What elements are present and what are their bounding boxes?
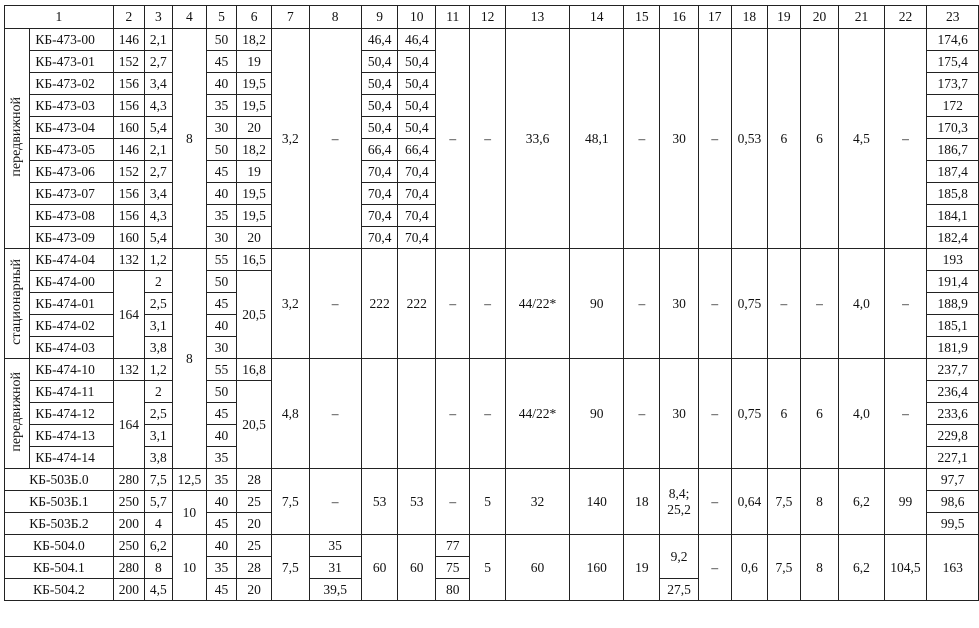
table-cell: 50,4 [361, 51, 398, 73]
table-cell: – [309, 359, 361, 469]
table-cell: 2 [144, 271, 172, 293]
column-header: 20 [800, 6, 839, 29]
model-name: КБ-504.2 [5, 579, 114, 601]
table-cell: 1,2 [144, 249, 172, 271]
table-cell: 18,2 [237, 139, 272, 161]
table-cell: 99 [884, 469, 927, 535]
table-cell: 32 [505, 469, 569, 535]
column-header: 9 [361, 6, 398, 29]
table-cell: 40 [206, 425, 236, 447]
table-cell: 35 [206, 447, 236, 469]
table-cell: 146 [113, 29, 144, 51]
group-label-cell [5, 359, 30, 469]
column-header: 13 [505, 6, 569, 29]
table-cell: – [698, 535, 731, 601]
table-cell: 8 [800, 535, 839, 601]
table-cell: 193 [927, 249, 979, 271]
model-name: КБ-473-00 [30, 29, 113, 51]
group-label-cell [5, 249, 30, 359]
table-cell: 184,1 [927, 205, 979, 227]
table-cell: 30 [660, 359, 698, 469]
table-cell: 0,64 [731, 469, 768, 535]
table-cell: 3,1 [144, 425, 172, 447]
column-header: 7 [272, 6, 310, 29]
column-header: 15 [624, 6, 660, 29]
table-cell: 5,4 [144, 117, 172, 139]
model-name: КБ-473-06 [30, 161, 113, 183]
table-row [5, 249, 979, 271]
cell-text: 25,2 [667, 501, 691, 517]
table-cell: 75 [436, 557, 470, 579]
model-name: КБ-473-05 [30, 139, 113, 161]
table-cell: 233,6 [927, 403, 979, 425]
cell-text: 8,4; [668, 485, 690, 501]
crane-spec-table [4, 5, 979, 601]
table-cell: – [624, 249, 660, 359]
table-cell: 30 [206, 227, 236, 249]
table-cell: 48,1 [570, 29, 624, 249]
table-cell: 60 [505, 535, 569, 601]
table-cell: 152 [113, 161, 144, 183]
column-header: 22 [884, 6, 927, 29]
table-cell: 5 [470, 469, 505, 535]
table-cell: 19 [237, 161, 272, 183]
table-cell: 8 [144, 557, 172, 579]
table-cell: 46,4 [361, 29, 398, 51]
table-cell: 3,8 [144, 337, 172, 359]
table-cell: 50 [206, 29, 236, 51]
table-cell: 40 [206, 315, 236, 337]
table-cell: 140 [570, 469, 624, 535]
table-cell: 28 [237, 557, 272, 579]
table-cell: 35 [206, 205, 236, 227]
table-cell: 3,4 [144, 73, 172, 95]
table-cell: – [768, 249, 800, 359]
table-cell: 185,1 [927, 315, 979, 337]
table-cell: 53 [361, 469, 398, 535]
table-cell: 53 [398, 469, 436, 535]
table-cell: 70,4 [361, 161, 398, 183]
table-cell: 46,4 [398, 29, 436, 51]
table-cell: 7,5 [272, 535, 310, 601]
table-cell [660, 469, 698, 535]
table-cell: – [624, 29, 660, 249]
table-cell: 8 [172, 29, 206, 249]
column-header: 3 [144, 6, 172, 29]
table-cell: 50,4 [398, 117, 436, 139]
model-name: КБ-474-02 [30, 315, 113, 337]
table-cell: 222 [361, 249, 398, 359]
table-cell: 19,5 [237, 73, 272, 95]
group-label: передвижной [9, 372, 25, 452]
table-cell: 175,4 [927, 51, 979, 73]
column-header: 11 [436, 6, 470, 29]
table-cell: 20 [237, 227, 272, 249]
table-cell: 132 [113, 249, 144, 271]
table-cell: 132 [113, 359, 144, 381]
table-cell: 250 [113, 491, 144, 513]
table-cell: 4,8 [272, 359, 310, 469]
table-cell: 45 [206, 293, 236, 315]
table-cell: 40 [206, 491, 236, 513]
table-cell: 2,7 [144, 161, 172, 183]
table-cell: – [698, 249, 731, 359]
table-cell: 19 [237, 51, 272, 73]
table-cell: 19,5 [237, 95, 272, 117]
table-cell: 170,3 [927, 117, 979, 139]
table-cell: 18,2 [237, 29, 272, 51]
table-cell: 160 [113, 117, 144, 139]
table-cell: – [698, 359, 731, 469]
table-cell: 2,5 [144, 403, 172, 425]
table-cell: 4,3 [144, 205, 172, 227]
table-cell: – [470, 29, 505, 249]
table-cell: 0,6 [731, 535, 768, 601]
table-cell: 39,5 [309, 579, 361, 601]
table-cell: 156 [113, 95, 144, 117]
table-cell: 19,5 [237, 183, 272, 205]
model-name: КБ-473-07 [30, 183, 113, 205]
model-name: КБ-474-10 [30, 359, 113, 381]
table-cell: 35 [309, 535, 361, 557]
table-cell: 3,2 [272, 29, 310, 249]
table-cell: 152 [113, 51, 144, 73]
model-name: КБ-473-08 [30, 205, 113, 227]
column-header: 18 [731, 6, 768, 29]
model-name: КБ-473-01 [30, 51, 113, 73]
column-header: 8 [309, 6, 361, 29]
table-cell: 40 [206, 73, 236, 95]
table-cell: 18 [624, 469, 660, 535]
table-cell: 2,1 [144, 29, 172, 51]
table-cell: 0,75 [731, 359, 768, 469]
table-cell: 50,4 [398, 73, 436, 95]
table-cell: 6 [800, 359, 839, 469]
table-cell: 20 [237, 579, 272, 601]
table-cell: – [470, 359, 505, 469]
table-cell [398, 359, 436, 469]
table-cell: – [800, 249, 839, 359]
column-header: 4 [172, 6, 206, 29]
table-cell: 70,4 [398, 161, 436, 183]
table-cell: 20,5 [237, 271, 272, 359]
table-cell: 173,7 [927, 73, 979, 95]
table-cell: 20 [237, 117, 272, 139]
table-cell: 3,2 [272, 249, 310, 359]
table-cell: 7,5 [768, 535, 800, 601]
table-cell: 30 [206, 337, 236, 359]
table-cell: 70,4 [398, 183, 436, 205]
table-cell: 188,9 [927, 293, 979, 315]
table-cell: 156 [113, 73, 144, 95]
table-cell: 35 [206, 469, 236, 491]
table-cell: 200 [113, 513, 144, 535]
model-name: КБ-503Б.0 [5, 469, 114, 491]
table-cell: 4,5 [144, 579, 172, 601]
table-cell: 55 [206, 359, 236, 381]
table-row [5, 6, 979, 29]
table-cell: 20,5 [237, 381, 272, 469]
model-name: КБ-474-03 [30, 337, 113, 359]
table-cell: 35 [206, 557, 236, 579]
table-cell: 160 [570, 535, 624, 601]
table-cell: 50,4 [398, 51, 436, 73]
model-name: КБ-503Б.1 [5, 491, 114, 513]
table-cell: 40 [206, 183, 236, 205]
table-cell: 40 [206, 535, 236, 557]
table-cell: 10 [172, 535, 206, 601]
table-cell: 12,5 [172, 469, 206, 491]
table-cell: 181,9 [927, 337, 979, 359]
table-cell: – [309, 29, 361, 249]
table-cell: 77 [436, 535, 470, 557]
table-cell: 164 [113, 381, 144, 469]
table-cell: – [436, 469, 470, 535]
table-cell [361, 359, 398, 469]
table-cell: 19 [624, 535, 660, 601]
table-cell: 16,5 [237, 249, 272, 271]
table-cell: 164 [113, 271, 144, 359]
model-name: КБ-474-00 [30, 271, 113, 293]
table-cell: 229,8 [927, 425, 979, 447]
table-cell: 50,4 [361, 117, 398, 139]
column-header: 23 [927, 6, 979, 29]
column-header: 10 [398, 6, 436, 29]
table-cell: 28 [237, 469, 272, 491]
table-cell: 25 [237, 491, 272, 513]
table-cell: 3,4 [144, 183, 172, 205]
table-cell: 6 [800, 29, 839, 249]
table-cell: 237,7 [927, 359, 979, 381]
table-cell: 5,7 [144, 491, 172, 513]
table-cell: 33,6 [505, 29, 569, 249]
column-header: 2 [113, 6, 144, 29]
table-cell: 90 [570, 359, 624, 469]
table-cell: 50,4 [361, 73, 398, 95]
table-row [5, 469, 979, 491]
table-cell: – [698, 469, 731, 535]
model-name: КБ-503Б.2 [5, 513, 114, 535]
table-cell: 27,5 [660, 579, 698, 601]
group-label-cell [5, 29, 30, 249]
model-name: КБ-474-11 [30, 381, 113, 403]
model-name: КБ-504.1 [5, 557, 114, 579]
table-cell: 222 [398, 249, 436, 359]
table-body [5, 6, 979, 601]
table-cell: 163 [927, 535, 979, 601]
table-cell: 45 [206, 403, 236, 425]
table-cell: 70,4 [361, 183, 398, 205]
table-cell: 7,5 [144, 469, 172, 491]
table-cell: 44/22* [505, 249, 569, 359]
table-cell: 182,4 [927, 227, 979, 249]
table-cell: 16,8 [237, 359, 272, 381]
table-cell: – [436, 249, 470, 359]
table-cell: 70,4 [398, 227, 436, 249]
table-row [5, 535, 979, 557]
table-cell: – [470, 249, 505, 359]
column-header: 6 [237, 6, 272, 29]
table-cell: 35 [206, 95, 236, 117]
table-cell: – [436, 29, 470, 249]
table-cell: 104,5 [884, 535, 927, 601]
table-cell: 0,53 [731, 29, 768, 249]
table-cell: 4,5 [839, 29, 884, 249]
table-cell: 99,5 [927, 513, 979, 535]
table-cell: 60 [398, 535, 436, 601]
table-cell: 6,2 [839, 469, 884, 535]
table-cell: – [309, 469, 361, 535]
table-cell: 20 [237, 513, 272, 535]
model-name: КБ-473-02 [30, 73, 113, 95]
table-cell: 70,4 [361, 227, 398, 249]
table-cell: 2,7 [144, 51, 172, 73]
table-cell: 60 [361, 535, 398, 601]
model-name: КБ-473-04 [30, 117, 113, 139]
table-cell: 7,5 [272, 469, 310, 535]
table-cell: 236,4 [927, 381, 979, 403]
table-cell: 70,4 [361, 205, 398, 227]
table-cell: 30 [206, 117, 236, 139]
table-cell: 55 [206, 249, 236, 271]
table-cell: 8 [800, 469, 839, 535]
table-cell: 50 [206, 381, 236, 403]
table-cell: 30 [660, 249, 698, 359]
table-cell: – [698, 29, 731, 249]
table-cell: 4,0 [839, 249, 884, 359]
group-label: стационарный [9, 259, 25, 345]
table-cell: 250 [113, 535, 144, 557]
table-cell: 50 [206, 271, 236, 293]
column-header: 21 [839, 6, 884, 29]
table-cell: 9,2 [660, 535, 698, 579]
table-cell: 6 [768, 359, 800, 469]
model-name: КБ-473-03 [30, 95, 113, 117]
table-cell: 5 [470, 535, 505, 601]
table-cell: 25 [237, 535, 272, 557]
column-header: 17 [698, 6, 731, 29]
column-header: 19 [768, 6, 800, 29]
model-name: КБ-474-04 [30, 249, 113, 271]
table-cell: 3,1 [144, 315, 172, 337]
table-cell: 50,4 [361, 95, 398, 117]
column-header: 14 [570, 6, 624, 29]
model-name: КБ-504.0 [5, 535, 114, 557]
model-name: КБ-473-09 [30, 227, 113, 249]
table-cell: 6 [768, 29, 800, 249]
table-cell: 4,3 [144, 95, 172, 117]
table-cell: 45 [206, 161, 236, 183]
table-cell: 2,5 [144, 293, 172, 315]
table-cell: 4,0 [839, 359, 884, 469]
model-name: КБ-474-14 [30, 447, 113, 469]
table-cell: 6,2 [839, 535, 884, 601]
table-cell: 8 [172, 249, 206, 469]
table-cell: 227,1 [927, 447, 979, 469]
table-cell: 7,5 [768, 469, 800, 535]
column-header: 1 [5, 6, 114, 29]
table-cell: 45 [206, 579, 236, 601]
model-name: КБ-474-12 [30, 403, 113, 425]
table-cell: 156 [113, 183, 144, 205]
table-cell: – [309, 249, 361, 359]
table-cell: 174,6 [927, 29, 979, 51]
table-cell: 45 [206, 513, 236, 535]
table-cell: 66,4 [361, 139, 398, 161]
table-cell: 0,75 [731, 249, 768, 359]
table-cell: 2,1 [144, 139, 172, 161]
table-cell: 280 [113, 557, 144, 579]
table-cell: 30 [660, 29, 698, 249]
table-cell: 66,4 [398, 139, 436, 161]
table-cell: 5,4 [144, 227, 172, 249]
table-row [5, 359, 979, 381]
table-cell: 10 [172, 491, 206, 535]
table-cell: 31 [309, 557, 361, 579]
table-cell: 186,7 [927, 139, 979, 161]
table-cell: 50,4 [398, 95, 436, 117]
table-cell: 200 [113, 579, 144, 601]
table-cell: 172 [927, 95, 979, 117]
column-header: 12 [470, 6, 505, 29]
table-cell: 3,8 [144, 447, 172, 469]
table-cell: 80 [436, 579, 470, 601]
table-cell: 185,8 [927, 183, 979, 205]
table-cell: – [624, 359, 660, 469]
table-cell: 187,4 [927, 161, 979, 183]
table-row [5, 29, 979, 51]
table-cell: 98,6 [927, 491, 979, 513]
table-cell: – [884, 249, 927, 359]
table-cell: 90 [570, 249, 624, 359]
model-name: КБ-474-01 [30, 293, 113, 315]
table-cell: 4 [144, 513, 172, 535]
column-header: 5 [206, 6, 236, 29]
table-cell: – [884, 29, 927, 249]
group-label: передвижной [9, 97, 25, 177]
table-cell: 50 [206, 139, 236, 161]
table-cell: 2 [144, 381, 172, 403]
table-cell: – [884, 359, 927, 469]
table-cell: 70,4 [398, 205, 436, 227]
table-cell: 156 [113, 205, 144, 227]
table-cell: 97,7 [927, 469, 979, 491]
table-cell: – [436, 359, 470, 469]
table-cell: 160 [113, 227, 144, 249]
table-cell: 44/22* [505, 359, 569, 469]
model-name: КБ-474-13 [30, 425, 113, 447]
table-cell: 280 [113, 469, 144, 491]
table-cell: 19,5 [237, 205, 272, 227]
table-cell: 45 [206, 51, 236, 73]
table-cell: 146 [113, 139, 144, 161]
table-cell: 6,2 [144, 535, 172, 557]
table-cell: 191,4 [927, 271, 979, 293]
column-header: 16 [660, 6, 698, 29]
table-cell: 1,2 [144, 359, 172, 381]
